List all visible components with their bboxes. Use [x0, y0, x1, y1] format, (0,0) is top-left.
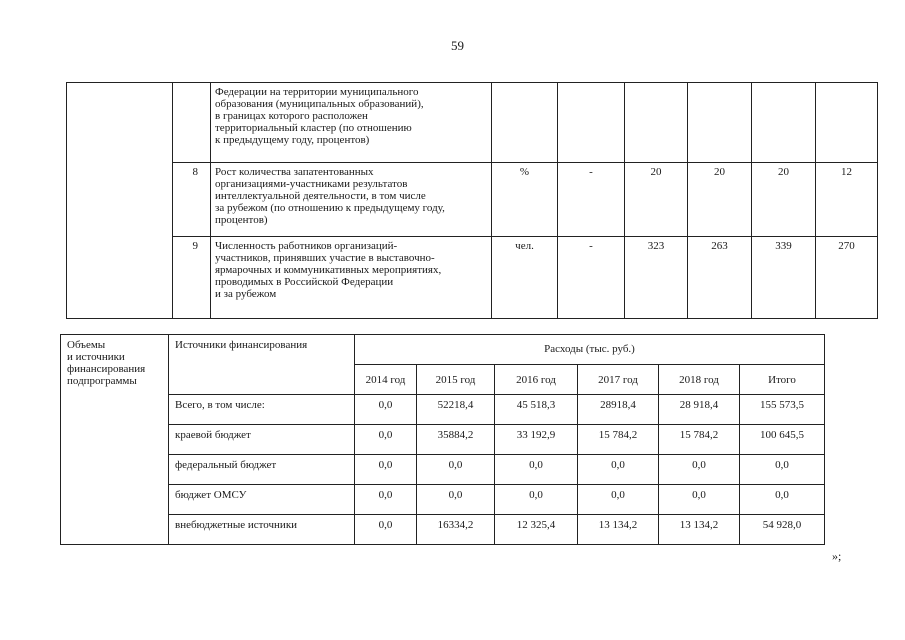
amount-cell: 0,0	[578, 485, 659, 515]
indicators-table	[66, 82, 878, 319]
row-number-cell	[173, 83, 211, 163]
source-label: Всего, в том числе:	[169, 395, 355, 425]
value-2016-cell: 263	[688, 237, 752, 319]
value-2016-cell: 20	[688, 163, 752, 237]
table-row	[61, 425, 825, 455]
value-2015-cell: 323	[625, 237, 688, 319]
amount-cell: 0,0	[355, 515, 417, 545]
amount-cell: 15 784,2	[659, 425, 740, 455]
closing-quote-mark: »;	[832, 549, 842, 563]
table-row	[61, 485, 825, 515]
total-cell: 54 928,0	[740, 515, 825, 545]
year-header: 2018 год	[659, 365, 740, 395]
value-2017-cell: 339	[752, 237, 816, 319]
amount-cell: 0,0	[495, 455, 578, 485]
amount-cell: 28918,4	[578, 395, 659, 425]
amount-cell: 0,0	[659, 485, 740, 515]
amount-cell: 28 918,4	[659, 395, 740, 425]
source-label: внебюджетные источники	[169, 515, 355, 545]
value-2018-cell: 12	[816, 163, 878, 237]
amount-cell: 0,0	[417, 485, 495, 515]
base-value-cell: -	[558, 237, 625, 319]
table-header-row	[61, 335, 825, 365]
amount-cell: 0,0	[355, 485, 417, 515]
year-header: 2015 год	[417, 365, 495, 395]
value-2015-cell: 20	[625, 163, 688, 237]
total-cell: 155 573,5	[740, 395, 825, 425]
row-number: 9	[173, 237, 211, 319]
amount-cell: 13 134,2	[578, 515, 659, 545]
amount-cell: 0,0	[355, 395, 417, 425]
amount-cell: 0,0	[495, 485, 578, 515]
amount-cell: 16334,2	[417, 515, 495, 545]
indicator-description: Федерации на территории муниципального образования (муниципальных образований), в границах которого расположен территориальный кластер (по отношению к предыдущему году, процентов)	[211, 83, 492, 163]
table-row	[67, 237, 878, 319]
table-row	[61, 395, 825, 425]
indicator-description: Рост количества запатентованных организациями-участниками результатов интеллектуальной деятельности, в том числе за рубежом (по отношению к предыдущему году, процентов)	[211, 163, 492, 237]
base-value-cell: -	[558, 163, 625, 237]
table-row	[67, 83, 878, 163]
value-2017-cell: 20	[752, 163, 816, 237]
source-label: бюджет ОМСУ	[169, 485, 355, 515]
year-header: 2017 год	[578, 365, 659, 395]
unit-cell: чел.	[492, 237, 558, 319]
empty-section-cell	[67, 83, 173, 319]
amount-cell: 45 518,3	[495, 395, 578, 425]
source-label: федеральный бюджет	[169, 455, 355, 485]
amount-cell: 0,0	[659, 455, 740, 485]
financing-section-label: Объемы и источники финансирования подпрограммы	[61, 335, 169, 545]
amount-cell: 0,0	[578, 455, 659, 485]
total-cell: 0,0	[740, 455, 825, 485]
amount-cell: 13 134,2	[659, 515, 740, 545]
financing-table	[60, 334, 825, 545]
amount-cell: 0,0	[355, 455, 417, 485]
amount-cell: 12 325,4	[495, 515, 578, 545]
page-number: 59	[451, 38, 464, 53]
source-label: краевой бюджет	[169, 425, 355, 455]
year-header: 2016 год	[495, 365, 578, 395]
total-cell: 0,0	[740, 485, 825, 515]
amount-cell: 52218,4	[417, 395, 495, 425]
total-cell: 100 645,5	[740, 425, 825, 455]
row-number: 8	[173, 163, 211, 237]
indicator-description: Численность работников организаций- участников, принявших участие в выставочно- ярмарочных и коммуникативных мероприятиях, проводимых в Российской Федерации и за рубежом	[211, 237, 492, 319]
table-row	[67, 163, 878, 237]
sources-header: Источники финансирования	[169, 335, 355, 395]
amount-cell: 0,0	[355, 425, 417, 455]
table-row	[61, 455, 825, 485]
unit-cell: %	[492, 163, 558, 237]
expenses-header: Расходы (тыс. руб.)	[355, 335, 825, 365]
table-row	[61, 515, 825, 545]
amount-cell: 35884,2	[417, 425, 495, 455]
amount-cell: 15 784,2	[578, 425, 659, 455]
total-header: Итого	[740, 365, 825, 395]
year-header: 2014 год	[355, 365, 417, 395]
amount-cell: 33 192,9	[495, 425, 578, 455]
amount-cell: 0,0	[417, 455, 495, 485]
value-2018-cell: 270	[816, 237, 878, 319]
